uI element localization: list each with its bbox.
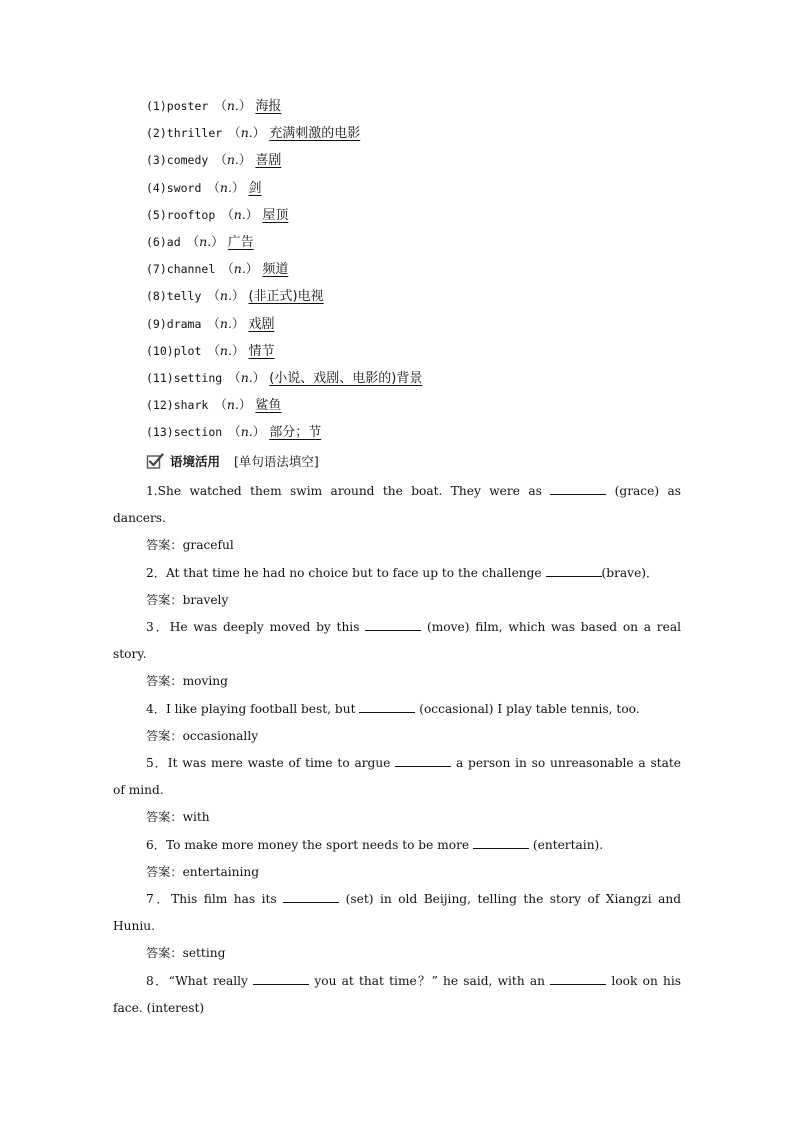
vocab-meaning: 频道 [262, 262, 289, 278]
answer-text: with [182, 810, 210, 825]
answer-blank [473, 836, 529, 849]
vocab-item: (3)comedy （n.） 喜剧 [146, 152, 282, 169]
answer-blank [395, 754, 451, 767]
answer-text: moving [182, 674, 228, 689]
question: 3．He was deeply moved by this (move) film, which was based on a real story. [113, 620, 681, 662]
vocab-meaning: 情节 [248, 343, 275, 359]
check-icon [146, 452, 164, 470]
question: 1.She watched them swim around the boat. They were as (grace) as dancers. [113, 484, 681, 526]
answer-line: 答案：graceful [146, 538, 234, 553]
vocab-item: (12)shark （n.） 鲨鱼 [146, 397, 282, 414]
vocab-meaning: 广告 [227, 234, 254, 250]
question: 8．“What really you at that time？” he said, with an look on his face. (interest) [113, 973, 682, 1015]
vocab-item: (1)poster （n.） 海报 [146, 98, 282, 114]
vocab-item: (13)section （n.） 部分；节 [146, 424, 322, 441]
vocab-item: (5)rooftop （n.） 屋顶 [146, 206, 289, 223]
question: 7．This film has its (set) in old Beijing, telling the story of Xiangzi and Huniu. [113, 892, 681, 934]
section-subtitle: [单句语法填空] [234, 454, 319, 469]
answer-line: 答案：setting [146, 946, 226, 961]
section-heading [146, 450, 319, 472]
vocab-item: (11)setting （n.） (小说、戏剧、电影的)背景 [146, 369, 423, 386]
question: 6．To make more money the sport needs to be more (entertain). [146, 837, 604, 852]
vocab-item: (6)ad （n.） 广告 [146, 233, 254, 250]
answer-blank [550, 482, 606, 495]
answer-blank [283, 890, 339, 903]
vocab-item: (4)sword （n.） 剑 [146, 179, 262, 196]
answer-text: setting [182, 946, 226, 961]
question: 4．I like playing football best, but (occasional) I play table tennis, too. [146, 701, 640, 716]
vocab-meaning: 剑 [248, 180, 262, 196]
answer-text: graceful [182, 538, 234, 553]
vocab-meaning: 鲨鱼 [255, 398, 282, 414]
vocab-item: (7)channel （n.） 频道 [146, 261, 289, 278]
vocab-meaning: 充满刺激的电影 [269, 126, 361, 142]
answer-blank [550, 972, 606, 985]
vocab-meaning: 喜剧 [255, 153, 282, 169]
answer-text: entertaining [182, 864, 260, 879]
vocab-item: (2)thriller （n.） 充满刺激的电影 [146, 125, 361, 142]
answer-blank [546, 564, 602, 577]
vocab-meaning: (非正式)电视 [248, 289, 324, 305]
answer-blank [359, 700, 415, 713]
answer-text: bravely [182, 592, 229, 607]
answer-line: 答案：bravely [146, 592, 229, 607]
answer-blank [365, 618, 421, 631]
answer-line: 答案：with [146, 810, 210, 825]
vocab-meaning: 屋顶 [262, 207, 289, 223]
vocab-meaning: 戏剧 [248, 316, 275, 332]
vocab-item: (10)plot （n.） 情节 [146, 342, 275, 359]
qa-list [113, 478, 681, 1022]
section-title: 语境活用 [170, 454, 221, 469]
answer-blank [253, 972, 309, 985]
answer-text: occasionally [182, 728, 259, 743]
answer-line: 答案：occasionally [146, 728, 259, 743]
question: 5．It was mere waste of time to argue a person in so unreasonable a state of mind. [113, 756, 681, 798]
answer-line: 答案：moving [146, 674, 228, 689]
vocab-item: (8)telly （n.） (非正式)电视 [146, 288, 324, 305]
question: 2．At that time he had no choice but to face up to the challenge (brave)． [146, 565, 659, 580]
answer-line: 答案：entertaining [146, 864, 260, 879]
vocab-list [146, 96, 422, 449]
vocab-meaning: 海报 [255, 99, 282, 114]
vocab-meaning: (小说、戏剧、电影的)背景 [269, 370, 423, 386]
vocab-meaning: 部分；节 [269, 425, 322, 441]
vocab-item: (9)drama （n.） 戏剧 [146, 315, 275, 332]
